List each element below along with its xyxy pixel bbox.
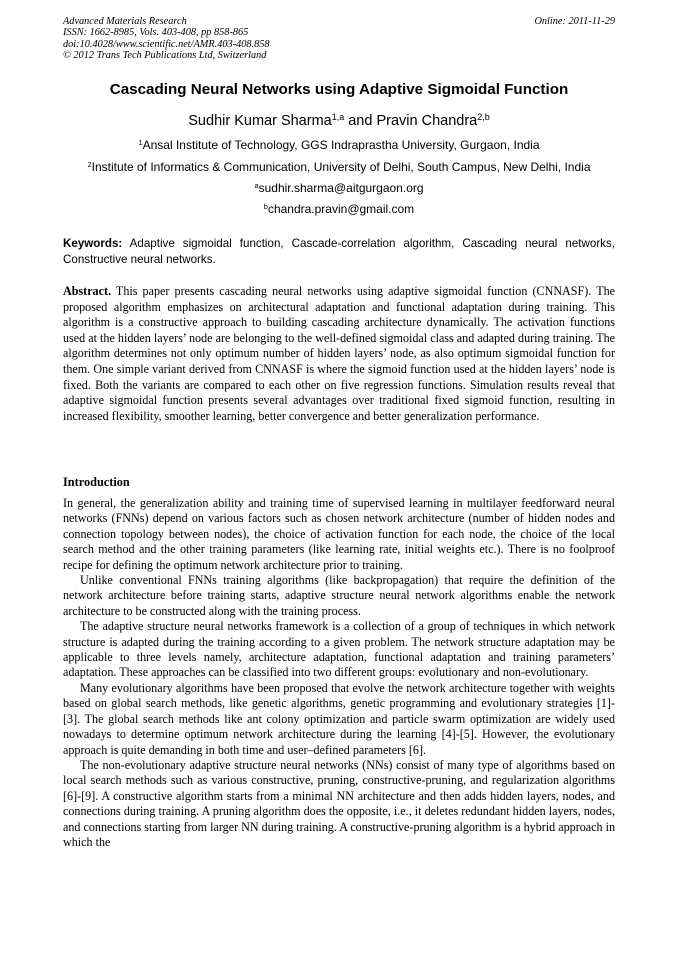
paper-title: Cascading Neural Networks using Adaptive Sigmoidal Function [109, 81, 569, 98]
affiliation-1 [0, 138, 678, 152]
intro-paragraph-1: In general, the generalization ability and training time of supervised learning in multilayer feedforward neural networks (FNNs) depend on various factors such as chosen network architecture (number of hidden nodes and connection topology between nodes), the choice of activation function for each node, the choice of the local search method and the other training parameters (like learning rate, initial weights etc.). There is no foolproof recipe for defining the optimum network architecture prior to training. [63, 496, 615, 572]
introduction-body [63, 496, 615, 850]
email-1-sup: a [254, 180, 259, 190]
author-2-sup: 2,b [477, 112, 490, 123]
author-line [0, 113, 678, 129]
intro-paragraph-4: Many evolutionary algorithms have been proposed that evolve the network architecture together with weights based on global search methods, like genetic algorithms, genetic programming and evolutionary strategies [1]-[3]. The global search methods like ant colony optimization and particle swarm optimization are widely used nowadays to determine optimum network architecture during the learning [4]-[5]. However, the evolutionary approach is quite demanding in both time and user–defined parameters [6]. [63, 680, 615, 757]
email-2-sup: b [263, 201, 268, 211]
copyright-line: © 2012 Trans Tech Publications Ltd, Switzerland [63, 49, 267, 61]
email-2-text: chandra.pravin@gmail.com [267, 202, 415, 216]
keywords-label: Keywords: [63, 237, 123, 250]
affiliation-2-sup: 2 [87, 159, 92, 169]
intro-paragraph-2: Unlike conventional FNNs training algorithms (like backpropagation) that require the definition of the network architecture before training starts, adaptive structure neural network algorithms enable the network architecture to be constructed along with the training process. [63, 573, 615, 618]
author-1: Sudhir Kumar Sharma [188, 113, 332, 129]
introduction-heading: Introduction [63, 475, 130, 489]
author-2: Pravin Chandra [376, 113, 478, 129]
keywords-block [63, 236, 615, 267]
intro-paragraph-3: The adaptive structure neural networks framework is a collection of a group of techniques in which network structure is adapted during the training according to a given problem. The network structure adaptation may be applicable to three levels namely, architecture adaptation, functional adaptation and training parameters’ adaptation. These approaches can be classified into two different groups: evolutionary and non-evolutionary. [63, 619, 615, 680]
online-date: Online: 2011-11-29 [534, 16, 615, 27]
author-and: and [344, 113, 377, 129]
email-1 [0, 181, 678, 195]
doi-line: doi:10.4028/www.scientific.net/AMR.403-408.858 [63, 38, 270, 50]
abstract-block [63, 284, 615, 424]
abstract-text: This paper presents cascading neural networks using adaptive sigmoidal function (CNNASF). The proposed algorithm emphasizes on architectural adaptation and functional adaptation during training. This algorithm is a constructive approach to building cascading architecture dynamically. The activation functions used at the hidden layers’ node are belonging to the well-defined sigmoidal class and adapted during training. The algorithm determines not only optimum number of hidden layers’ node, as also optimum sigmoidal function for them. One simple variant derived from CNNASF is where the sigmoid function used at the hidden layers’ node is fixed. Both the variants are compared to each other on five regression functions. Simulation results reveal that adaptive sigmoidal function presents several advantages over traditional fixed sigmoid function, resulting in increased flexibility, smoother learning, better convergence and better generalization performance. [63, 284, 615, 423]
affiliation-2-text: Institute of Informatics & Communication, University of Delhi, South Campus, New Delhi, India [91, 160, 591, 174]
abstract-label: Abstract. [63, 284, 112, 298]
affiliation-1-sup: 1 [138, 137, 143, 147]
issn-line: ISSN: 1662-8985, Vols. 403-408, pp 858-865 [63, 27, 249, 39]
affiliation-2 [0, 160, 678, 174]
email-1-text: sudhir.sharma@aitgurgaon.org [258, 181, 424, 195]
keywords-text: Adaptive sigmoidal function, Cascade-correlation algorithm, Cascading neural networks, Constructive neural networks. [63, 237, 615, 266]
intro-paragraph-5: The non-evolutionary adaptive structure neural networks (NNs) consist of many type of algorithms based on local search methods such as various constructive, pruning, constructive-pruning, and regularization algorithms [6]-[9]. A constructive algorithm starts from a minimal NN architecture and then adds hidden layers, nodes, and connections during training. A pruning algorithm does the opposite, i.e., it deletes redundant hidden layers, nodes, and connections starting from larger NN during training. A constructive-pruning algorithm is a hybrid approach in which the [63, 757, 615, 849]
author-1-sup: 1,a [331, 112, 345, 123]
journal-name: Advanced Materials Research [63, 16, 187, 27]
affiliation-1-text: Ansal Institute of Technology, GGS Indraprastha University, Gurgaon, India [142, 138, 540, 152]
journal-header [63, 16, 615, 61]
email-2 [0, 202, 678, 216]
